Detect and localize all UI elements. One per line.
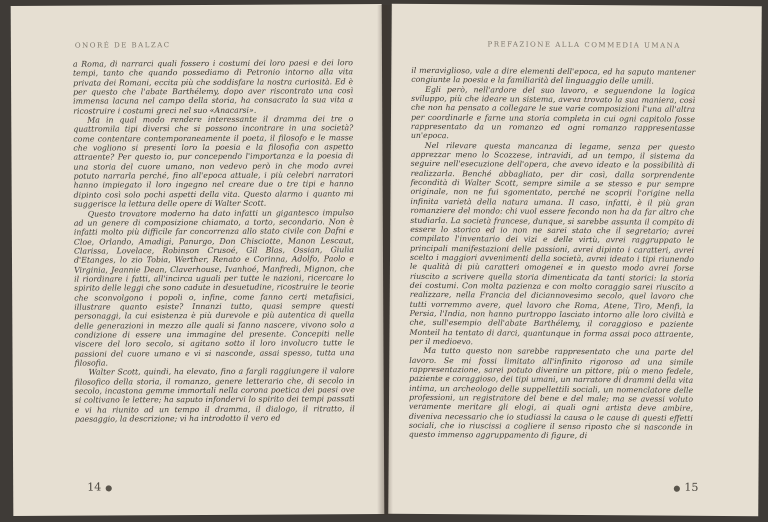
page-number <box>669 481 698 494</box>
paragraph: il meraviglioso, vale a dire elementi dell'epoca, ed ha saputo mantener congiunte la poesia e la familiarità del linguaggio delle umili. <box>411 65 696 86</box>
paragraph: Walter Scott, quindi, ha elevato, fino a fargli raggiungere il valore filosofico della storia, il romanzo, genere letterario che, di secolo in secolo, incastona gemme immortali nella corona poetica dei paesi ove si coltivano le lettere; ha saputo infondervi lo spirito dei tempi passati e vi ha riunito ad un tempo il dramma, il dialogo, il ritratto, il paesaggio, la descrizione; vi ha introdotto il vero ed <box>74 366 355 424</box>
paragraph: a Roma, di narrarci quali fossero i costumi dei loro paesi e dei loro tempi, tanto che quando possediamo di Petronio intorno alla vita privata dei Romani, eccita più che soddisfare la nostra curiosità. Ed è per questo che l'abate Barthélemy, dopo aver riscontrato una così immensa lacuna nel campo della storia, ha consacrato la sua vita a ricostruire i costumi greci nel suo «Anacarsi». <box>72 58 354 116</box>
body-text <box>409 66 696 442</box>
bullet-icon: ● <box>673 483 681 493</box>
paragraph: Ma tutto questo non sarebbe rappresentato che una parte del lavoro. Se mi fossi limitato all'infinito rigoroso ad una simile rappresentazione, sarei potuto divenire un pittore, più o meno fedele, paziente e coraggioso, dei tipi umani, un narratore di drammi della vita intima, un archeologo delle suppellettili sociali, un nomenclatore delle professioni, un registratore del bene e del male; ma se avessi voluto veramente meritare gli elogi, ai quali ogni artista deve ambire, diveniva necessario che io studiassi la causa o le cause di questi effetti sociali, che io riuscissi a cogliere il senso riposto che si nasconde in questo immenso aggruppamento di figure, di <box>408 346 694 441</box>
paragraph: Nel rilevare questa mancanza di legame, senza per questo apprezzar meno lo Scozzese, intravidi, ad un tempo, il sistema da seguire nell'esecuzione dell'opera, che avevo ideato e la possibilità di realizzarla. Benché abbagliato, per dir così, dalla sorprendente fecondità di Walter Scott, sempre simile a se stesso e pur sempre originale, non ne fui sgomentato, perché ne scoprii l'origine nella infinita varietà della natura umana. Il caso, infatti, è il più gran romanziere del mondo: chi vuol essere fecondo non ha da far altro che studiarla. La società francese, dunque, si sarebbe assunta il compito di essere lo storico ed io non ne sarei stato che il segretario; avrei compilato l'inventario dei vizi e delle virtù, avrei raggruppato le principali manifestazioni delle passioni, avrei dipinto i caratteri, avrei scelto i maggiori avvenimenti della società, avrei ideato i tipi riunendo le qualità di più caratteri omogenei e in questo modo avrei forse riuscito a scrivere quella storia dimenticata da tanti storici: la storia dei costumi. Con molta pazienza e con molto coraggio sarei riuscito a realizzare, nella Francia del diciannovesimo secolo, quel lavoro che tutti vorremmo avere, quel lavoro che Roma, Atene, Tiro, Menfi, la Persia, l'India, non hanno purtroppo lasciato intorno alle loro civiltà e che, sull'esempio dell'abate Barthélemy, il coraggioso e paziente Monteil ha tentato di darci, quantunque in forma assai poco attraente, per il medioevo. <box>409 140 695 347</box>
body-text <box>73 58 355 424</box>
page-number-value: 14 <box>87 480 102 494</box>
right-page <box>388 4 762 517</box>
paragraph: Egli però, nell'ardore del suo lavoro, e seguendone la logica sviluppo, più che ideare un sistema, aveva trovato la sua maniera, così che non ha pensato a collegare le sue varie composizioni l'una all'altra per coordinarle e farne una storia completa in cui ogni capitolo fosse rappresentato da un romanzo ed ogni romanzo rappresentasse un'epoca. <box>410 84 696 141</box>
running-head: ONORÉ DE BALZAC <box>74 41 171 50</box>
page-number-value: 15 <box>684 480 699 494</box>
paragraph: Ma in qual modo rendere interessante il dramma dei tre o quattromila tipi diversi che si possono incontrare in una società? come contentare contemporaneamente il poeta, il filosofo e le masse che vogliono si presenti loro la poesia e la filosofia con aspetto attraente? Per questo io, pur concependo l'importanza e la poesia di una storia del cuore umano, non vedevo però in che modo avrei potuto narrarla perché, fino all'epoca attuale, i più celebri narratori hanno impiegato il loro ingegno nel creare due o tre tipi e hanno dipinto così solo pochi aspetti della vita. Questo alarmo i quanto mi suggerisce la lettura delle opere di Walter Scott. <box>73 114 354 209</box>
running-head: PREFAZIONE ALLA COMMEDIA UMANA <box>487 40 681 50</box>
page-number <box>87 480 116 493</box>
bullet-icon: ● <box>105 482 113 492</box>
paragraph: Questo trovatore moderno ha dato infatti un gigantesco impulso ad un genere di composizione chiamato, a torto, secondario. Non è infatti molto più difficile far concorrenza allo stato civile con Dafni e Cloe, Orlando, Amadigi, Panurgo, Don Chisciotte, Manon Lescaut, Clarissa, Lovelace, Robinson Crusoé, Gil Blas, Ossian, Giulia d'Etanges, lo zio Tobia, Werther, Renato e Corinna, Adolfo, Paolo e Virginia, Jeannie Dean, Claverhouse, Ivanhoé, Manfredi, Mignon, che il riordinare i fatti, all'incirca uguali per tutte le nazioni, ricercare lo spirito delle leggi che sono cadute in desuetudine, ricostruire le teorie che sconvolgono i popoli o, infine, come fanno certi metafisici, illustrare quanto esiste? Innanzi tutto, quasi sempre questi personaggi, la cui esistenza è più durevole e più autentica di quella delle generazioni in mezzo alle quali si fanno nascere, vivono solo a condizione di essere una immagine del presente. Concepiti nelle viscere del loro secolo, si agitano sotto il loro involucro tutte le passioni del cuore umano e vi si nasconde, assai spesso, tutta una filosofia. <box>73 207 355 368</box>
left-page <box>11 4 385 516</box>
book-gutter <box>377 5 393 515</box>
